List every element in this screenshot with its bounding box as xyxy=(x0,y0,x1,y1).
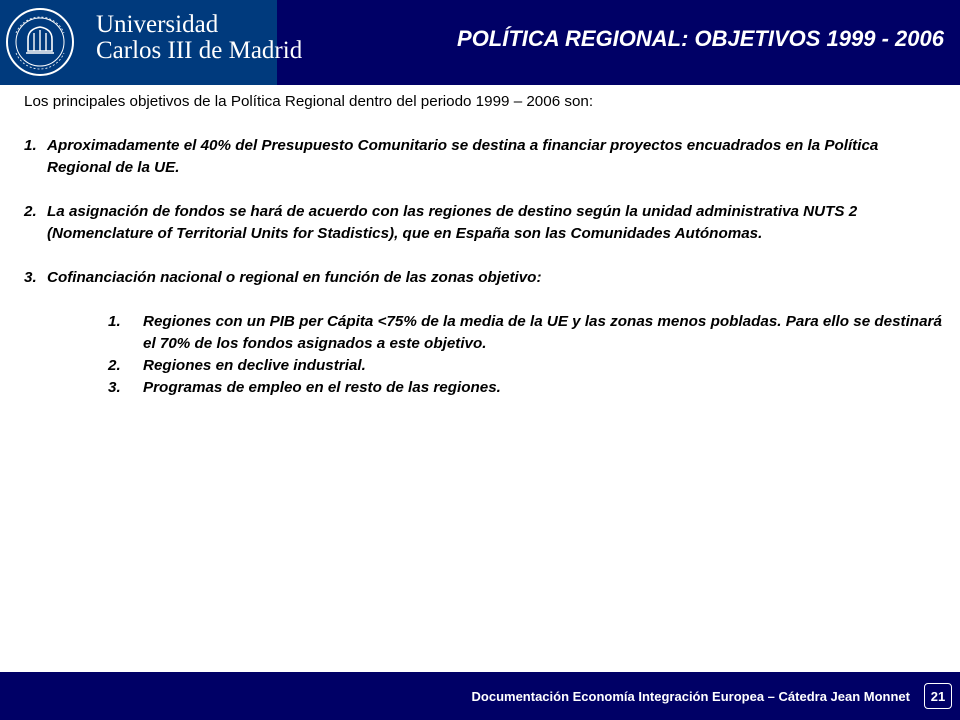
university-name-line1: Universidad xyxy=(96,11,219,38)
page-number-badge: 21 xyxy=(924,683,952,709)
sublist-item-number: 1. xyxy=(108,313,121,330)
list-item-text: Aproximadamente el 40% del Presupuesto Comunitario se destina a financiar proyectos encuadrados en la Política Regional de la UE. xyxy=(47,137,879,176)
sublist-item-number: 3. xyxy=(108,379,121,396)
header-bar xyxy=(0,0,960,85)
university-name xyxy=(96,12,302,64)
list-item xyxy=(24,135,944,179)
list-item xyxy=(24,201,944,245)
university-name-line2: Carlos III de Madrid xyxy=(96,37,303,64)
sublist-item-text: Regiones con un PIB per Cápita <75% de la media de la UE y las zonas menos pobladas. Para ello se destinará el 70% de los fondos asignados a este objetivo. xyxy=(143,313,942,352)
list-item-text: Cofinanciación nacional o regional en función de las zonas objetivo: xyxy=(47,269,542,286)
list-item-number: 1. xyxy=(24,137,37,154)
sublist-item-text: Programas de empleo en el resto de las regiones. xyxy=(143,379,501,396)
sublist-item xyxy=(24,355,944,377)
list-item-number: 3. xyxy=(24,269,37,286)
objectives-list xyxy=(24,135,944,289)
footer-bar xyxy=(0,672,960,720)
list-item-text: La asignación de fondos se hará de acuerdo con las regiones de destino según la unidad administrativa NUTS 2 (Nomenclature of Territorial Units for Stadistics), que en España son las Comunidades Autónomas. xyxy=(47,203,858,242)
list-item-number: 2. xyxy=(24,203,37,220)
sublist-item-text: Regiones en declive industrial. xyxy=(143,357,366,374)
intro-text: Los principales objetivos de la Política Regional dentro del periodo 1999 – 2006 son: xyxy=(24,93,594,110)
zone-objectives-sublist xyxy=(24,311,944,399)
sublist-item xyxy=(24,311,944,355)
sublist-item xyxy=(24,377,944,399)
slide-content xyxy=(24,91,944,399)
university-logo xyxy=(0,0,303,85)
slide-title: POLÍTICA REGIONAL: OBJETIVOS 1999 - 2006 xyxy=(457,26,944,51)
university-seal-icon xyxy=(4,3,76,81)
footer-text: Documentación Economía Integración Europea – Cátedra Jean Monnet xyxy=(471,689,910,704)
list-item xyxy=(24,267,944,289)
sublist-item-number: 2. xyxy=(108,357,121,374)
